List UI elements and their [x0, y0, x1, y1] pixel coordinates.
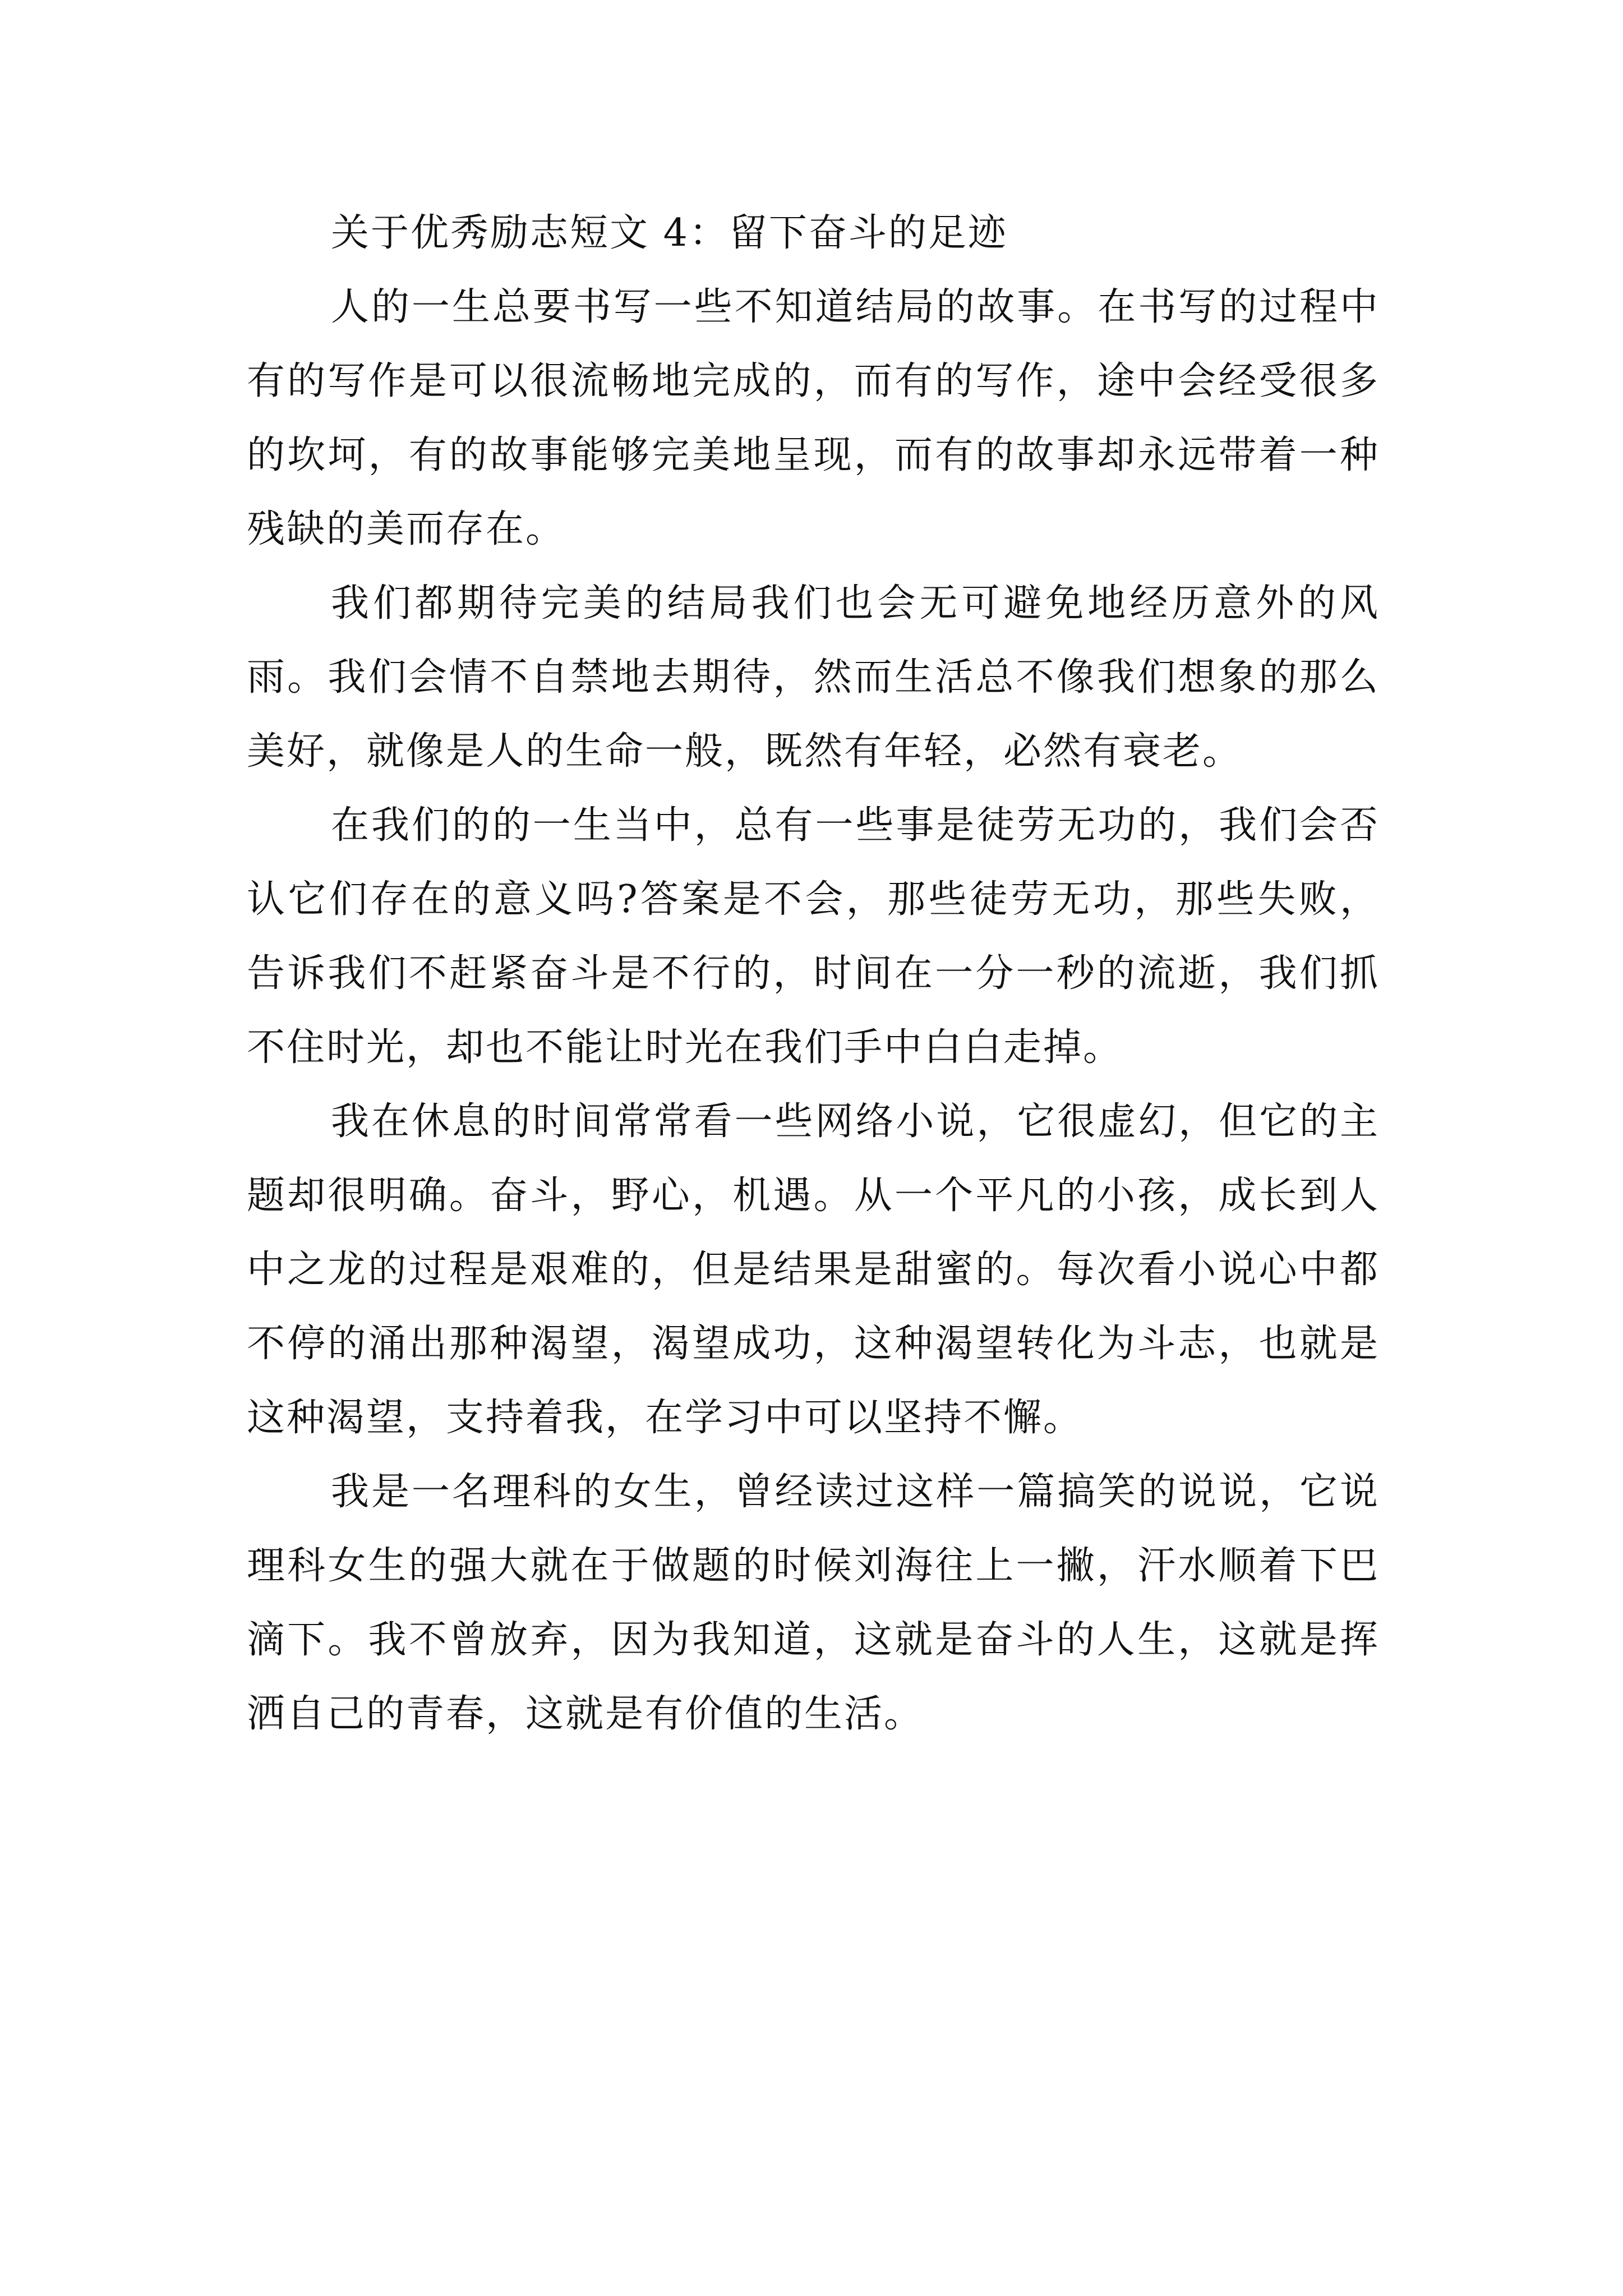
paragraph: 人的一生总要书写一些不知道结局的故事。在书写的过程中有的写作是可以很流畅地完成的，而有的写作，途中会经受很多的坎坷，有的故事能够完美地呈现，而有的故事却永远带着一种残缺的美而存在。	[247, 285, 1380, 551]
document-body	[247, 196, 1380, 1751]
document-title: 关于优秀励志短文 4：留下奋斗的足迹	[331, 211, 1008, 255]
paragraph: 我在休息的时间常常看一些网络小说，它很虚幻，但它的主题却很明确。奋斗，野心，机遇。从一个平凡的小孩，成长到人中之龙的过程是艰难的，但是结果是甜蜜的。每次看小说心中都不停的涌出那种渴望，渴望成功，这种渴望转化为斗志，也就是这种渴望，支持着我，在学习中可以坚持不懈。	[247, 1099, 1380, 1440]
paragraph: 我是一名理科的女生，曾经读过这样一篇搞笑的说说，它说理科女生的强大就在于做题的时候刘海往上一撇，汗水顺着下巴滴下。我不曾放弃，因为我知道，这就是奋斗的人生，这就是挥洒自己的青春，这就是有价值的生活。	[247, 1470, 1380, 1736]
paragraph: 我们都期待完美的结局我们也会无可避免地经历意外的风雨。我们会情不自禁地去期待，然而生活总不像我们想象的那么美好，就像是人的生命一般，既然有年轻，必然有衰老。	[247, 581, 1380, 774]
paragraph: 在我们的的一生当中，总有一些事是徒劳无功的，我们会否认它们存在的意义吗?答案是不会，那些徒劳无功，那些失败，告诉我们不赶紧奋斗是不行的，时间在一分一秒的流逝，我们抓不住时光，却也不能让时光在我们手中白白走掉。	[247, 803, 1380, 1070]
